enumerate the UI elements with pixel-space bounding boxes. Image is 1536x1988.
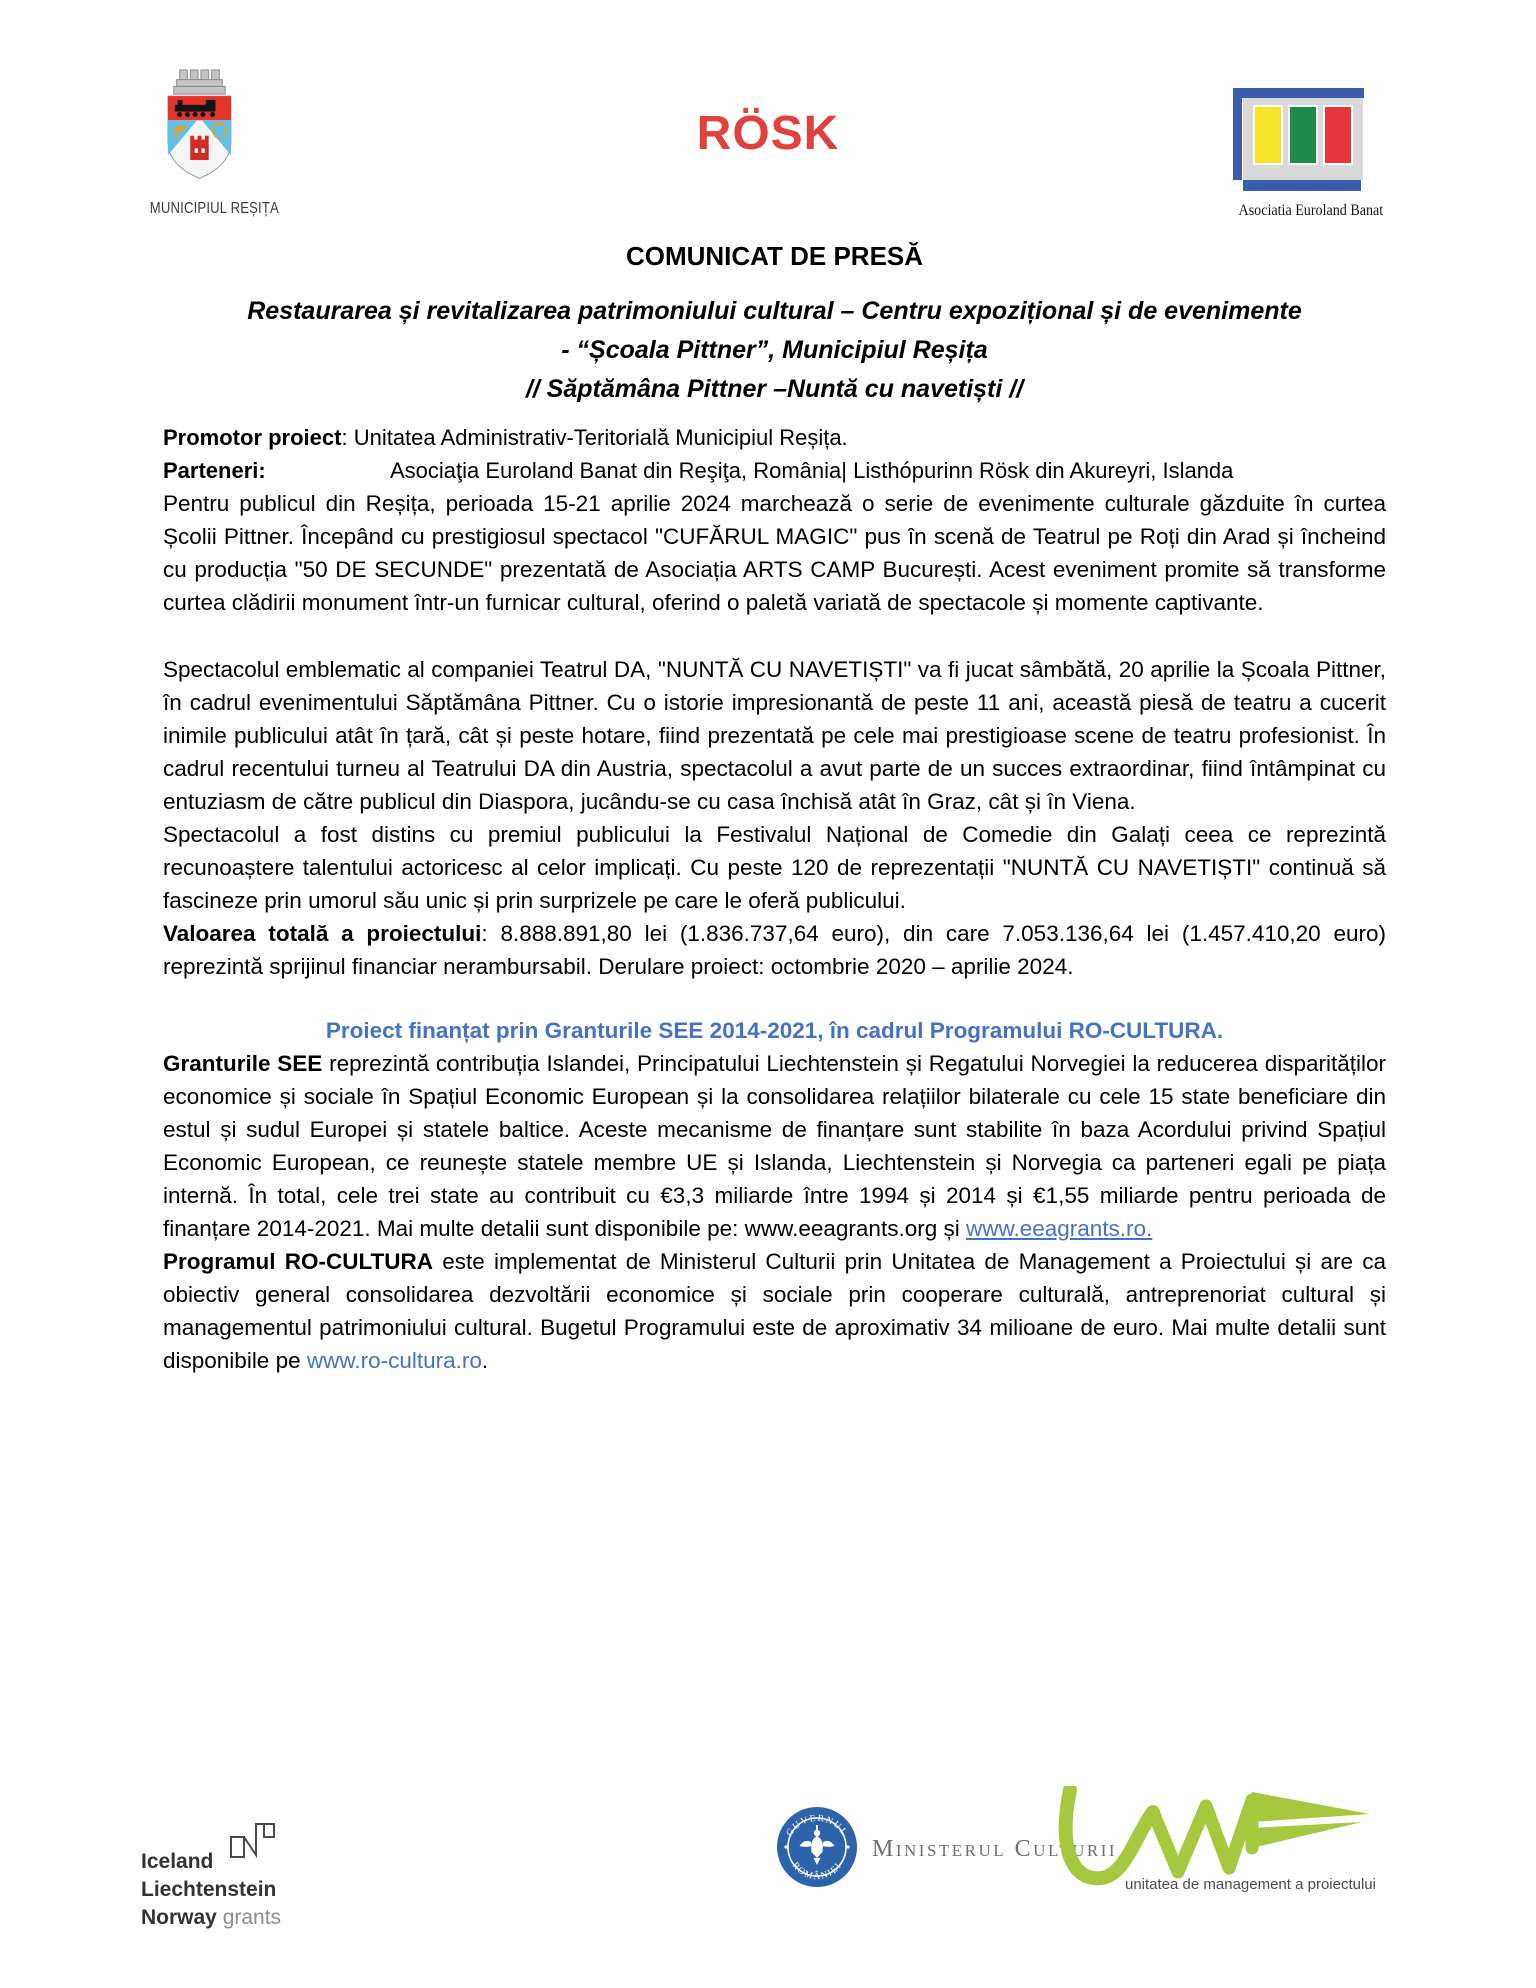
eea-grants-word: grants <box>216 1906 282 1929</box>
promoter-label: Promotor proiect <box>163 425 342 450</box>
promoter-row <box>163 421 1386 454</box>
ro-cultura-label: Programul RO-CULTURA <box>163 1249 434 1274</box>
eea-line-iceland: Iceland <box>141 1850 214 1873</box>
eea-line-norway: Norway <box>141 1906 217 1929</box>
seal-bottom-text: ROMÂNIEI <box>789 1860 845 1883</box>
partners-value: Asociaţia Euroland Banat din Reşiţa, România| Listhópurinn Rösk din Akureyri, Islanda <box>390 458 1234 483</box>
paragraph-see-grants <box>163 1047 1386 1245</box>
paragraph-show-block <box>163 653 1386 917</box>
seal-top-text: GUVERNUL <box>784 1813 850 1839</box>
municipiul-resita-caption: MUNICIPIUL REȘIȚA <box>149 200 279 217</box>
document-body <box>163 240 1386 1377</box>
subtitle-line-3: // Săptămâna Pittner –Nuntă cu navetiști // <box>525 375 1024 403</box>
resita-coat-of-arms-icon <box>157 177 241 194</box>
see-grants-text: reprezintă contribuția Islandei, Principatului Liechtenstein și Regatului Norvegiei la reducerea disparităților economice și sociale în Spațiul Economic European și la consolidarea relațiilor bilaterale cu cele 15 state beneficiare din estul și sudul Europei și statele baltice. Aceste mecanisme de finanțare sunt stabilite în baza Acordului privind Spațiul Economic European, ce reunește statele membre UE și Islanda, Liechtenstein și Norvegia ca parteneri egali pe piața internă. În total, cele trei state au contribuit cu €3,3 miliarde între 1994 și 2014 și €1,55 miliarde pentru perioada de finanțare 2014-2021. Mai multe detalii sunt disponibile pe: www.eeagrants.org și <box>163 1051 1386 1241</box>
ump-swoosh-icon <box>1056 1786 1382 1890</box>
project-meta <box>163 421 1386 487</box>
subtitle-line-2: - “Școala Pittner”, Municipiul Reșița <box>561 336 988 364</box>
eea-grants-logo <box>141 1848 281 1932</box>
ministry-label: Ministerul Culturii <box>872 1836 1118 1862</box>
eeagrants-link[interactable]: www.eeagrants.ro. <box>965 1216 1153 1241</box>
funding-statement: Proiect finanțat prin Granturile SEE 2014-2021, în cadrul Programului RO-CULTURA. <box>325 1018 1224 1043</box>
paragraph-project-value <box>163 917 1386 983</box>
euroland-banat-caption: Asociatia Euroland Banat <box>1238 202 1384 219</box>
document-subtitle <box>163 292 1386 409</box>
partners-row <box>163 454 1386 487</box>
project-value-label: Valoarea totală a proiectului <box>163 921 482 946</box>
page-title: COMUNICAT DE PRESĂ <box>625 241 924 271</box>
paragraph-show: Spectacolul emblematic al companiei Teatrul DA, "NUNTĂ CU NAVETIȘTI" va fi jucat sâmbătă, 20 aprilie la Școala Pittner, în cadrul evenimentului Săptămâna Pittner. Cu o istorie impresionantă de peste 11 ani, această piesă de teatru a cucerit inimile publicului atât în țară, cât și peste hotare, fiind prezentată pe cele mai prestigioase scene de teatru profesionist. În cadrul recentului turneu al Teatrului DA din Austria, spectacolul a avut parte de un succes extraordinar, fiind întâmpinat cu entuziasm de către publicul din Diaspora, jucându-se cu casa închisă atât în Graz, cât și în Viena. <box>163 657 1386 814</box>
subtitle-line-1: Restaurarea și revitalizarea patrimoniului cultural – Centru expozițional și de evenimente <box>247 297 1302 325</box>
ump-logo <box>1056 1786 1382 1893</box>
ump-tagline: unitatea de management a proiectului <box>1124 1876 1376 1893</box>
paragraph-award: Spectacolul a fost distins cu premiul publicului la Festivalul Național de Comedie din Galați ceea ce reprezintă recunoaștere talentului actoricesc al celor implicați. Cu peste 120 de reprezentații "NUNTĂ CU NAVETIȘTI" continuă să fascineze prin umorul său unic și prin surprizele pe care le oferă publicului. <box>163 822 1386 913</box>
paragraph-events: Pentru publicul din Reșița, perioada 15-21 aprilie 2024 marchează o serie de evenimente culturale găzduite în curtea Școlii Pittner. Începând cu prestigiosul spectacol "CUFĂRUL MAGIC" pus în scenă de Teatrul pe Roți din Arad și încheind cu producția "50 DE SECUNDE" prezentată de Asociația ARTS CAMP București. Acest eveniment promite să transforme curtea clădirii monument într-un furnicar cultural, oferind o paletă variată de spectacole și momente captivante. <box>163 491 1386 615</box>
ro-cultura-link[interactable]: www.ro-cultura.ro <box>306 1348 482 1373</box>
partners-label: Parteneri: <box>163 458 266 483</box>
romanian-government-seal-icon <box>776 1806 858 1893</box>
promoter-value: : Unitatea Administrativ-Teritorială Municipiul Reșița. <box>341 425 848 450</box>
see-grants-label: Granturile SEE <box>163 1051 323 1076</box>
rosk-logo: RÖSK <box>696 107 840 160</box>
eea-line-liechtenstein: Liechtenstein <box>141 1878 277 1901</box>
eea-grants-icon <box>229 1820 283 1882</box>
euroland-banat-logo <box>1230 86 1384 220</box>
euroland-banat-icon <box>1233 181 1369 198</box>
ro-cultura-text: este implementat de Ministerul Culturii prin Unitatea de Management a Proiectului și are ca obiectiv general consolidarea dezvoltării economice și sociale prin cooperare culturală, antreprenoriat cultural și managementul patrimoniului cultural. Bugetul Programului este de aproximativ 34 milioane de euro. Mai multe detalii sunt disponibile pe <box>163 1249 1386 1373</box>
ro-cultura-period: . <box>481 1348 489 1373</box>
project-value-text: : 8.888.891,80 lei (1.836.737,64 euro), din care 7.053.136,64 lei (1.457.410,20 euro) reprezintă sprijinul financiar nerambursabil. Derulare proiect: octombrie 2020 – aprilie 2024. <box>163 921 1386 979</box>
paragraph-ro-cultura <box>163 1245 1386 1377</box>
